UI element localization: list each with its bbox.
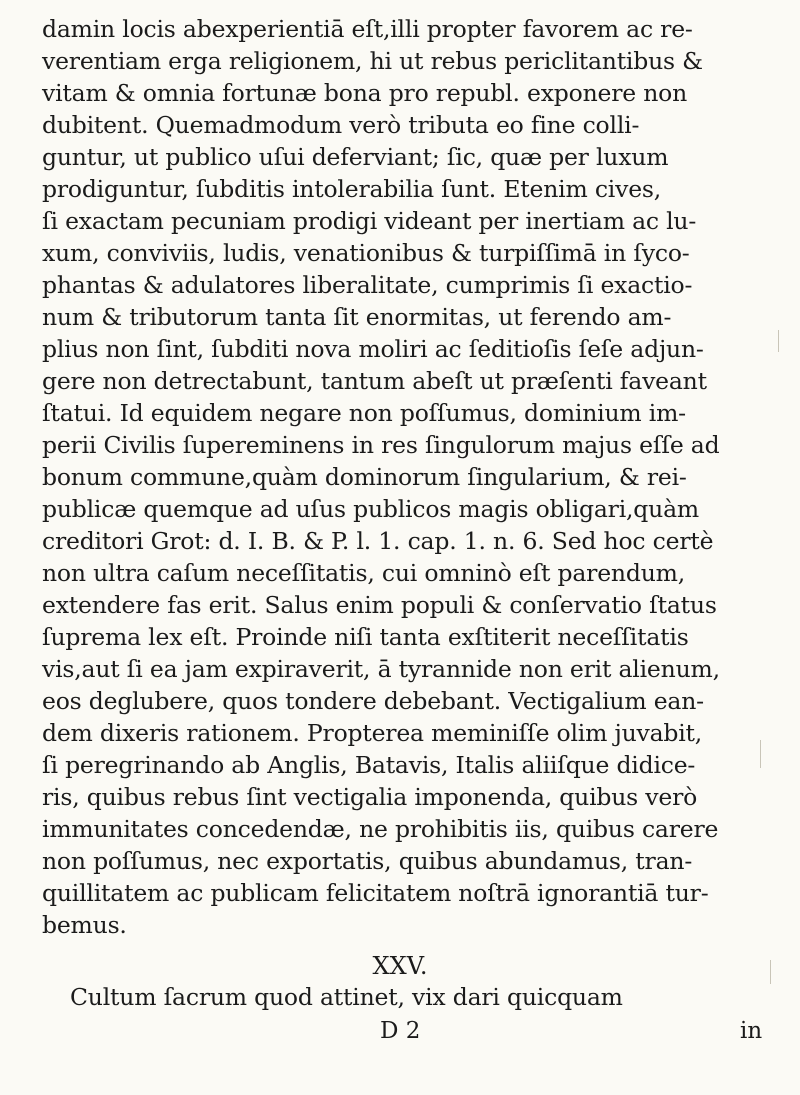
text-line: xum, conviviis, ludis, venationibus & turpiſſimā in ſyco- xyxy=(42,239,690,267)
section-number: XXV. xyxy=(372,952,428,980)
text-line: eos deglubere, quos tondere debebant. Vectigalium ean- xyxy=(42,687,704,715)
signature-mark: D 2 xyxy=(380,1018,421,1044)
text-line: damin locis abexperientiā eſt,illi propter favorem ac re- xyxy=(42,15,693,43)
text-line: creditori Grot: d. I. B. & P. l. 1. cap. 1. n. 6. Sed hoc certè xyxy=(42,527,714,555)
text-line: gere non detrectabunt, tantum abeſt ut præſenti faveant xyxy=(42,367,707,395)
text-line: ſtatui. Id equidem negare non poſſumus, dominium im- xyxy=(42,399,686,427)
text-line: non poſſumus, nec exportatis, quibus abundamus, tran- xyxy=(42,847,693,875)
text-line: dem dixeris rationem. Propterea meminiſſe olim juvabit, xyxy=(42,719,703,747)
catchword: in xyxy=(740,1018,763,1044)
text-line: bonum commune,quàm dominorum ſingularium, & rei- xyxy=(42,463,687,491)
text-line: verentiam erga religionem, hi ut rebus periclitantibus & xyxy=(42,47,703,75)
text-line: publicæ quemque ad uſus publicos magis obligari,quàm xyxy=(42,495,699,523)
text-line: perii Civilis ſupereminens in res ſingulorum majus eſſe ad xyxy=(42,431,720,459)
text-line: prodiguntur, ſubditis intolerabilia ſunt. Etenim cives, xyxy=(42,175,662,203)
text-line: num & tributorum tanta ſit enormitas, ut ferendo am- xyxy=(42,303,672,331)
text-line: guntur, ut publico uſui deferviant; ſic, quæ per luxum xyxy=(42,143,669,171)
text-line: bemus. xyxy=(42,911,127,939)
paper-mark xyxy=(770,960,771,984)
text-line: ſi peregrinando ab Anglis, Batavis, Italis aliiſque didice- xyxy=(42,751,696,779)
text-line: phantas & adulatores liberalitate, cumprimis ſi exactio- xyxy=(42,271,693,299)
text-line: ſi exactam pecuniam prodigi videant per inertiam ac lu- xyxy=(42,207,697,235)
section-first-line: Cultum ſacrum quod attinet, vix dari quicquam xyxy=(70,983,623,1011)
paper-mark xyxy=(760,740,761,768)
paper-mark xyxy=(778,330,779,352)
text-line: vis,aut ſi ea jam expiraverit, ā tyrannide non erit alienum, xyxy=(42,655,720,683)
text-line: immunitates concedendæ, ne prohibitis iis, quibus carere xyxy=(42,815,719,843)
text-line: ris, quibus rebus ſint vectigalia imponenda, quibus verò xyxy=(42,783,698,811)
text-line: plius non ſint, ſubditi nova moliri ac ſeditioſis ſeſe adjun- xyxy=(42,335,704,363)
text-line: non ultra caſum neceſſitatis, cui omninò eſt parendum, xyxy=(42,559,685,587)
text-line: ſuprema lex eſt. Proinde niſi tanta exſtiterit neceſſitatis xyxy=(42,623,689,651)
text-line: dubitent. Quemadmodum verò tributa eo fine colli- xyxy=(42,111,640,139)
text-line: vitam & omnia fortunæ bona pro republ. exponere non xyxy=(42,79,688,107)
text-line: quillitatem ac publicam felicitatem noſtrā ignorantiā tur- xyxy=(42,879,709,907)
text-line: extendere fas erit. Salus enim populi & conſervatio ſtatus xyxy=(42,591,717,619)
